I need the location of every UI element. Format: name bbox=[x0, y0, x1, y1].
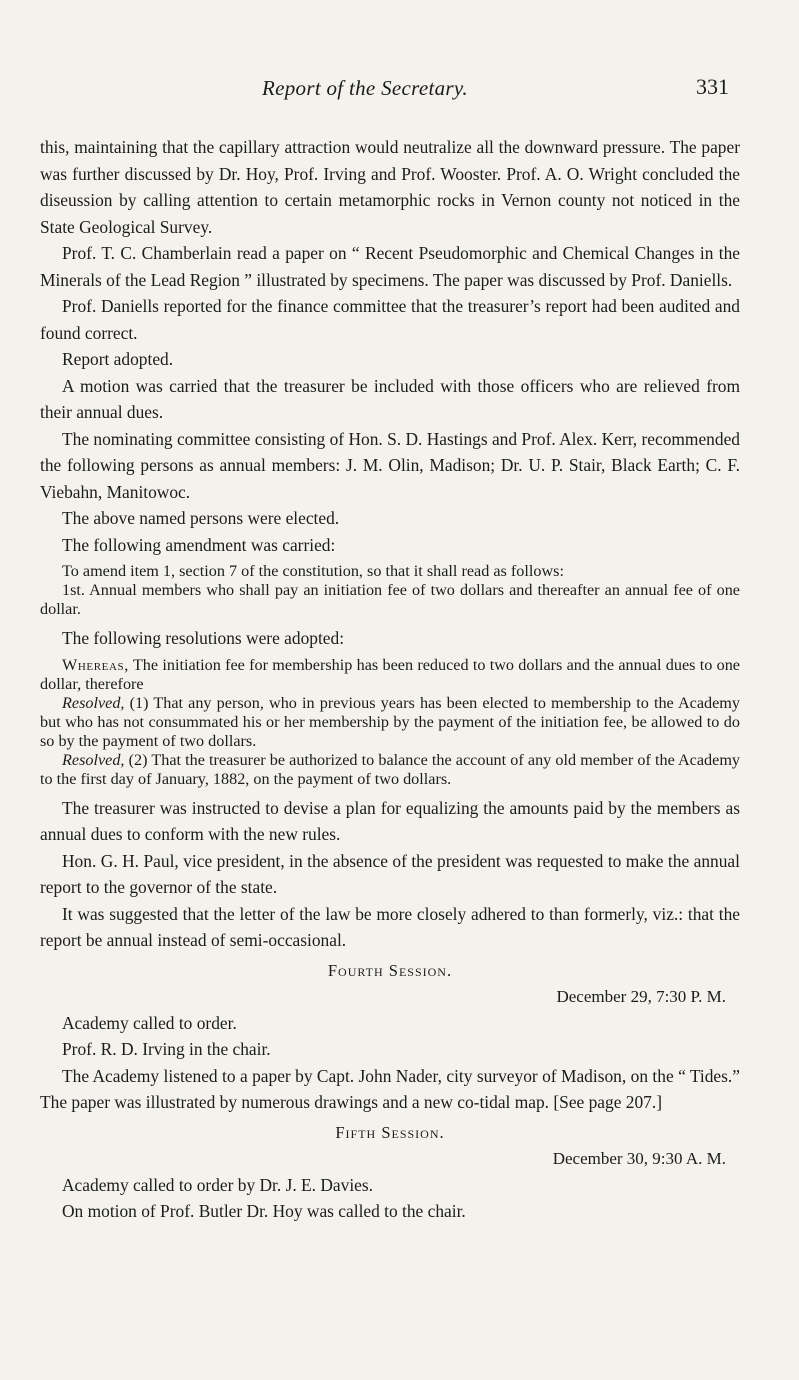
page-header bbox=[0, 74, 799, 108]
body-text bbox=[40, 134, 740, 1225]
resolution-1-text: (1) That any person, who in previous years has been elected to membership to the Academy but who has not consummated his or her membership by the payment of the initiation fee, be allowed to do so by the payment of two dollars. bbox=[40, 693, 740, 750]
whereas-clause bbox=[40, 656, 740, 694]
resolution-2 bbox=[40, 751, 740, 789]
fifth-session-date: December 30, 9:30 A. M. bbox=[552, 1148, 726, 1168]
whereas-lead: Whereas, bbox=[62, 655, 129, 674]
page-number: 331 bbox=[696, 74, 729, 99]
fifth-session-heading: Fifth Session. bbox=[335, 1122, 445, 1142]
resolutions-block bbox=[40, 656, 740, 789]
paragraph-law-suggestion: It was suggested that the letter of the law be more closely adhered to than formerly, viz.: that the report be annual instead of semi-occasional. bbox=[40, 903, 740, 950]
paragraph-treasurer-motion: A motion was carried that the treasurer be included with those officers who are relieved from their annual dues. bbox=[40, 375, 740, 422]
fourth-session-heading: Fourth Session. bbox=[327, 960, 453, 980]
fifth-session-called: Academy called to order by Dr. J. E. Davies. bbox=[62, 1174, 374, 1195]
paragraph-finance-report: Prof. Daniells reported for the finance committee that the treasurer’s report had been audited and found correct. bbox=[40, 296, 740, 343]
paragraph-continued: this, maintaining that the capillary attraction would neutralize all the downward pressure. The paper was further discussed by Dr. Hoy, Prof. Irving and Prof. Wooster. Prof. A. O. Wright concluded the diseussion by calling attention to certain metamorphic rocks in Vernon county not noticed in the State Geological Survey. bbox=[40, 137, 740, 237]
paragraph-nominating: The nominating committee consisting of Hon. S. D. Hastings and Prof. Alex. Kerr, recommended the following persons as annual members: J. M. Olin, Madison; Dr. U. P. Stair, Black Earth; C. F. Viebahn, Manitowoc. bbox=[40, 428, 740, 502]
paragraph-report-adopted: Report adopted. bbox=[62, 349, 174, 369]
paragraph-annual-report: Hon. G. H. Paul, vice president, in the absence of the president was requested to make the annual report to the governor of the state. bbox=[40, 850, 740, 897]
fifth-session-chair: On motion of Prof. Butler Dr. Hoy was called to the chair. bbox=[62, 1201, 466, 1221]
amendment-text: 1st. Annual members who shall pay an initiation fee of two dollars and thereafter an annual fee of one dollar. bbox=[40, 581, 740, 618]
fourth-session-chair: Prof. R. D. Irving in the chair. bbox=[62, 1039, 271, 1059]
resolution-1 bbox=[40, 694, 740, 751]
paragraph-treasurer-plan: The treasurer was instructed to devise a plan for equalizing the amounts paid by the members as annual dues to conform with the new rules. bbox=[40, 797, 740, 844]
paragraph-amendment-intro: The following amendment was carried: bbox=[62, 534, 336, 555]
running-title: Report of the Secretary. bbox=[262, 76, 468, 100]
fourth-session-called: Academy called to order. bbox=[62, 1012, 237, 1033]
amendment-block bbox=[40, 562, 740, 619]
fourth-session-date: December 29, 7:30 P. M. bbox=[556, 986, 726, 1006]
resolution-2-text: (2) That the treasurer be authorized to balance the account of any old member of the Academy to the first day of January, 1882, on the payment of two dollars. bbox=[40, 750, 741, 788]
paragraph-resolutions-intro: The following resolutions were adopted: bbox=[62, 628, 345, 648]
resolved-word: Resolved, bbox=[62, 750, 125, 769]
paragraph-elected: The above named persons were elected. bbox=[62, 508, 340, 528]
whereas-text: The initiation fee for membership has been reduced to two dollars and the annual dues to one dollar, therefore bbox=[40, 655, 740, 693]
resolved-word: Resolved, bbox=[62, 693, 125, 712]
fourth-session-tides: The Academy listened to a paper by Capt. John Nader, city surveyor of Madison, on the “ Tides.” The paper was illustrated by numerous drawings and a new co-tidal map. [See page 207.] bbox=[40, 1065, 740, 1112]
amendment-item: To amend item 1, section 7 of the constitution, so that it shall read as follows: bbox=[62, 562, 564, 580]
paragraph-chamberlain: Prof. T. C. Chamberlain read a paper on “ Recent Pseudomorphic and Chemical Changes in the Minerals of the Lead Region ” illustrated by specimens. The paper was discussed by Prof. Daniells. bbox=[40, 243, 740, 290]
